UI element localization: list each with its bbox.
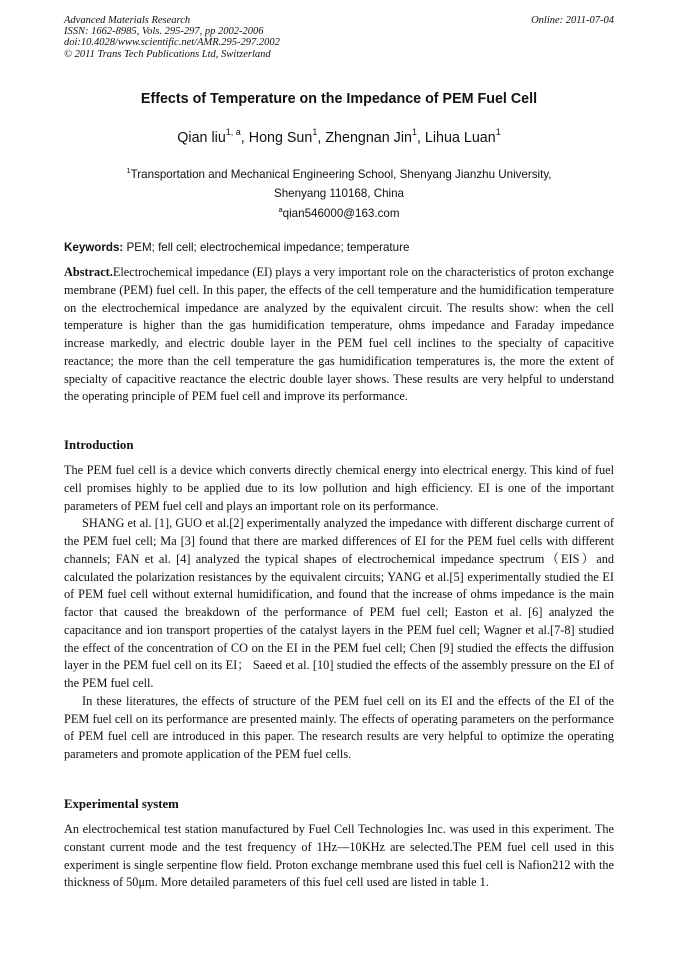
author-list: Qian liu$^{1, a}$, Hong Sun$^1$, Zhengnan Jin$^1$, Lihua Luan$^1$ (177, 127, 501, 146)
author-affil-mark: 1 (312, 127, 318, 137)
copyright-line: © 2011 Trans Tech Publications Ltd, Switzerland (64, 48, 271, 60)
author-name: Lihua Luan (424, 130, 496, 146)
affiliation (0, 165, 678, 203)
email-address: qian546000@163.com (282, 207, 400, 220)
experimental-paragraph-1: An electrochemical test station manufactured by Fuel Cell Technologies Inc. was used in this experiment. The constant current mode and the test frequency of 1Hz—10KHz are selected.The PEM fuel cell used in this experiment is single serpentine flow field. Proton exchange membrane used this fuel cell is Nafion212 with the thickness of 50μm. More detailed parameters of this fuel cell used are listed in table 1. (64, 822, 614, 890)
author-affil-mark: 1 (495, 127, 501, 137)
introduction-paragraph-1: The PEM fuel cell is a device which converts directly chemical energy into electrical energy. This kind of fuel cell promises highly to be applied due to its low pollution and high efficiency. EI is one of the important parameters of PEM fuel cell and plays an important role on its performance. (64, 463, 614, 513)
email-mark: a (278, 205, 283, 214)
journal-header (64, 15, 280, 60)
issn-line: ISSN: 1662-8985, Vols. 295-297, pp 2002-2006 (64, 26, 264, 38)
online-date: Online: 2011-07-04 (531, 15, 614, 26)
keywords-label: Keywords: (64, 241, 124, 254)
paper-title: Effects of Temperature on the Impedance of PEM Fuel Cell (140, 91, 538, 107)
journal-name: Advanced Materials Research (64, 15, 191, 26)
introduction-body (64, 462, 614, 764)
abstract (64, 264, 614, 406)
affiliation-mark: 1 (126, 166, 131, 175)
keywords-line (64, 241, 409, 254)
author-affil-mark: 1, a (225, 127, 241, 137)
author-name: Hong Sun (248, 130, 313, 146)
affiliation-line-2: Shenyang 110168, China (274, 187, 404, 200)
author-email (0, 207, 678, 220)
experimental-body (64, 821, 614, 892)
abstract-label: Abstract. (64, 265, 113, 279)
affiliation-line-1: Transportation and Mechanical Engineering School, Shenyang Jianzhu University, (130, 168, 552, 181)
experimental-heading: Experimental system (64, 797, 179, 811)
keywords-text: PEM; fell cell; electrochemical impedance; temperature (126, 241, 410, 254)
author-name: Qian liu (177, 130, 226, 146)
author-affil-mark: 1 (411, 127, 417, 137)
abstract-text: Electrochemical impedance (EI) plays a very important role on the characteristics of proton exchange membrane (PEM) fuel cell. In this paper, the effects of the cell temperature and the humidification temperature on the electrochemical impedance are analyzed by the equivalent circuit. The results show: when the cell temperature is higher than the gas humidification temperature, ohms impedance and Faraday impedance increase markedly, and electric double layer in the PEM fuel cell inclines to the specialty of capacitive reactance; the more than the cell temperature the gas humidification temperatures is, the more the extent of specialty of capacitive reactance the electric double layer shows. These results are very helpful to understand the operating principle of PEM fuel cell and improve its performance. (64, 265, 614, 404)
introduction-heading: Introduction (64, 438, 134, 452)
doi-line: doi:10.4028/www.scientific.net/AMR.295-297.2002 (64, 37, 280, 49)
author-name: Zhengnan Jin (325, 130, 412, 146)
introduction-paragraph-2: SHANG et al. [1], GUO et al.[2] experimentally analyzed the impedance with different discharge current of the PEM fuel cell; Ma [3] found that there are marked differences of EI for the PEM fuel cells with different channels; FAN et al. [4] analyzed the typical shapes of electrochemical impedance spectrum（EIS）and calculated the polarization resistances by the equivalent circuits; YANG et al.[5] experimentally studied the EI of PEM fuel cell without external humidification, and found that the increase of ohms impedance is the main factor that caused the breakdown of the performance of PEM fuel cell; Easton et al. [6] analyzed the capacitance and ion transport properties of the catalyst layers in the PEM fuel cell; Wagner et al.[7-8] studied the effect of the concentration of CO on the EI in the PEM fuel cell; Chen [9] studied the effects the diffusion layer in the PEM fuel cell on its EI； Saeed et al. [10] studied the effects of the assembly pressure on the EI of the PEM fuel cell. (64, 516, 614, 690)
introduction-paragraph-3: In these literatures, the effects of structure of the PEM fuel cell on its EI and the effects of the EI of the PEM fuel cell on its performance are presented mainly. The effects of operating parameters on the performance of PEM fuel cell are introduced in this paper. The research results are very helpful to optimize the operating parameters and promote application of the PEM fuel cells. (64, 693, 614, 761)
